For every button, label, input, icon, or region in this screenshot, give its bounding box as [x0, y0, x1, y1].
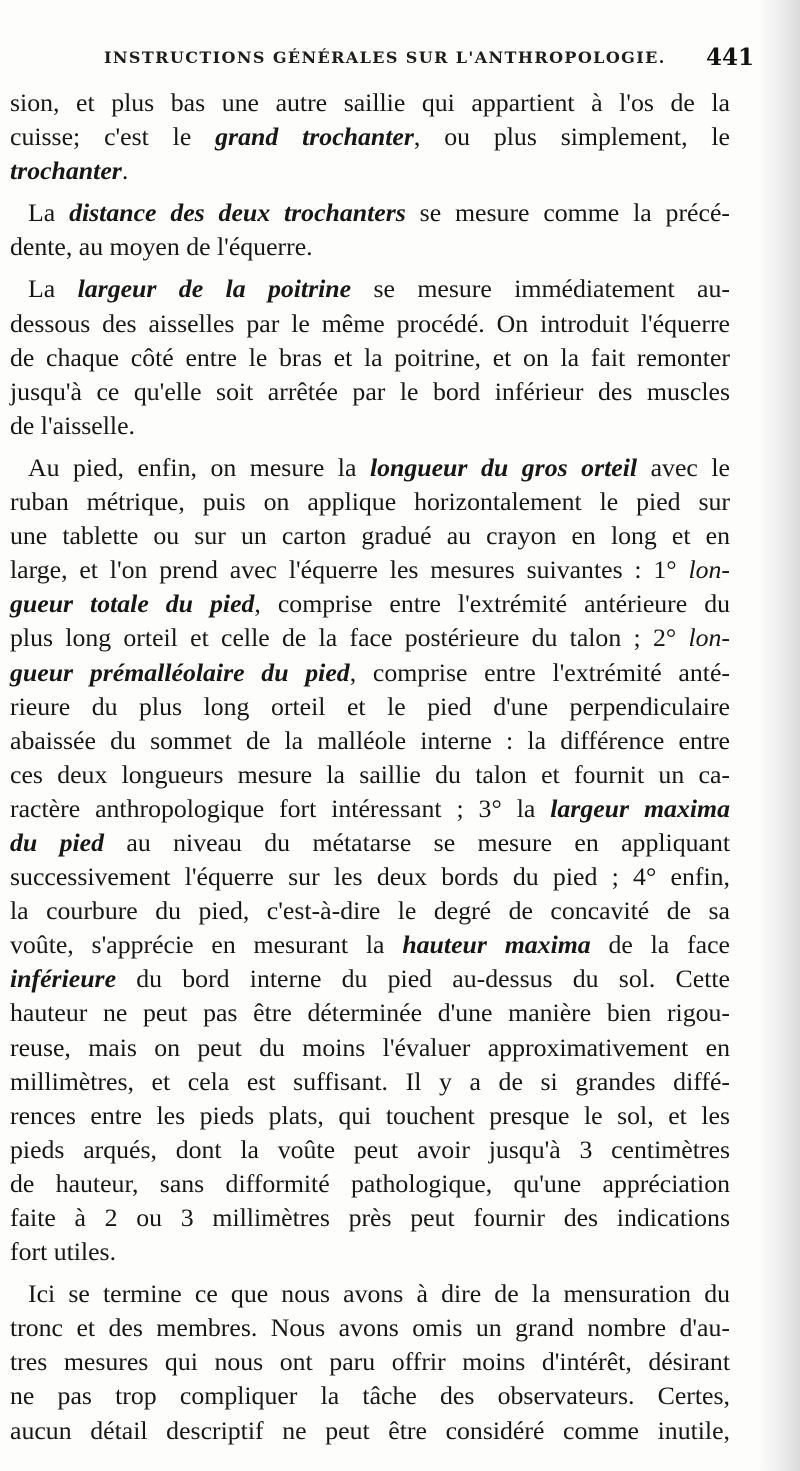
- text-line: [10, 375, 730, 409]
- page-number: 441: [705, 44, 754, 71]
- emphasized-term: distance des deux trochanters: [69, 198, 406, 228]
- text-run: fort utiles.: [10, 1237, 117, 1267]
- text-run: millimètres, et cela est suffisant. Il y a de si grandes diffé-: [10, 1066, 730, 1096]
- text-line: [10, 587, 730, 621]
- emphasized-term: largeur maxima: [550, 793, 730, 823]
- text-line: [10, 1414, 730, 1448]
- text-run: La: [28, 198, 70, 228]
- text-run: dessous des aisselles par le même procédé. On introduit l'équerre: [10, 308, 730, 338]
- text-run: de hauteur, sans difformité pathologique, qu'une appréciation: [10, 1168, 730, 1198]
- emphasized-term: du pied: [10, 827, 105, 857]
- paragraph-gap: [10, 1269, 730, 1277]
- emphasized-term: gueur prémalléolaire du pied: [10, 657, 350, 687]
- text-line: [10, 120, 730, 154]
- text-run: dente, au moyen de l'équerre.: [10, 232, 313, 262]
- text-run: ces deux longueurs mesure la saillie du talon et fournit un ca-: [10, 759, 730, 789]
- text-run: se mesure immédiatement au-: [351, 274, 730, 304]
- text-run: de chaque côté entre le bras et la poitrine, et on la fait remonter: [10, 342, 730, 372]
- emphasized-term: inférieure: [10, 964, 117, 994]
- text-run: , ou plus simplement, le: [413, 122, 731, 152]
- text-run: se mesure comme la précé-: [405, 198, 730, 228]
- text-line: [10, 1065, 730, 1099]
- emphasized-term: lon-: [688, 623, 730, 653]
- text-run: large, et l'on prend avec l'équerre les mesures suivantes : 1°: [10, 555, 689, 585]
- paragraph-gap: [10, 264, 730, 272]
- text-run: , comprise entre l'extrémité antérieure du: [254, 589, 730, 619]
- text-line: [10, 1099, 730, 1133]
- text-line: [10, 1167, 730, 1201]
- text-line: [10, 485, 730, 519]
- text-line: [10, 409, 730, 443]
- text-run: Ici se termine ce que nous avons à dire de la mensuration du: [28, 1279, 730, 1309]
- text-line: [10, 928, 730, 962]
- text-run: jusqu'à ce qu'elle soit arrêtée par le bord inférieur des muscles: [10, 376, 730, 406]
- emphasized-term: lon-: [688, 555, 730, 585]
- text-line: [10, 1379, 730, 1413]
- text-line: [10, 1235, 730, 1269]
- text-line: [10, 962, 730, 996]
- text-line: [10, 826, 730, 860]
- text-run: rences entre les pieds plats, qui touchent presque le sol, et les: [10, 1100, 730, 1130]
- text-run: tronc et des membres. Nous avons omis un grand nombre d'au-: [10, 1313, 730, 1343]
- text-run: abaissée du sommet de la malléole interne : la différence entre: [10, 725, 730, 755]
- text-line: [10, 307, 730, 341]
- page-gutter-shadow: [758, 0, 800, 1471]
- text-run: faite à 2 ou 3 millimètres près peut fournir des indications: [10, 1203, 730, 1232]
- emphasized-term: trochanter: [10, 156, 122, 186]
- text-run: reuse, mais on peut du moins l'évaluer approximativement en: [10, 1032, 730, 1062]
- text-line: [10, 1277, 730, 1311]
- text-run: cuisse; c'est le: [10, 122, 216, 152]
- text-line: [10, 519, 730, 553]
- text-line: [10, 758, 730, 792]
- text-line: [10, 860, 730, 894]
- text-run: La: [28, 274, 78, 304]
- text-run: une tablette ou sur un carton gradué au crayon en long et en: [10, 521, 730, 551]
- text-run: Au pied, enfin, on mesure la: [28, 452, 370, 482]
- text-run: successivement l'équerre sur les deux bords du pied ; 4° enfin,: [10, 862, 730, 892]
- text-run: plus long orteil et celle de la face postérieure du talon ; 2°: [10, 623, 689, 653]
- text-line: [10, 656, 730, 690]
- text-line: [10, 341, 730, 375]
- text-line: [10, 451, 730, 485]
- text-run: ne pas trop compliquer la tâche des observateurs. Certes,: [10, 1381, 730, 1411]
- text-run: pieds arqués, dont la voûte peut avoir jusqu'à 3 centimètres: [10, 1134, 730, 1164]
- text-run: tres mesures qui nous ont paru offrir moins d'intérêt, désirant: [10, 1347, 730, 1377]
- text-line: [10, 196, 730, 230]
- text-run: .: [121, 156, 129, 186]
- text-run: rieure du plus long orteil et le pied d'une perpendiculaire: [10, 691, 730, 721]
- emphasized-term: longueur du gros orteil: [369, 452, 638, 482]
- text-line: [10, 1345, 730, 1379]
- emphasized-term: hauteur maxima: [402, 930, 591, 960]
- text-line: [10, 792, 730, 826]
- body-text: [10, 86, 730, 1448]
- emphasized-term: gueur totale du pied: [10, 589, 255, 619]
- text-line: [10, 1133, 730, 1167]
- text-run: de la face: [590, 930, 730, 960]
- text-line: [10, 553, 730, 587]
- text-run: ruban métrique, puis on applique horizontalement le pied sur: [10, 487, 730, 517]
- text-run: de l'aisselle.: [10, 410, 135, 440]
- text-run: la courbure du pied, c'est-à-dire le degré de concavité de sa: [10, 896, 730, 926]
- paragraph-gap: [10, 188, 730, 196]
- running-head: INSTRUCTIONS GÉNÉRALES SUR L'ANTHROPOLOGIE.: [104, 48, 666, 67]
- text-run: ractère anthropologique fort intéressant ; 3° la: [10, 793, 551, 823]
- text-line: [10, 230, 730, 264]
- emphasized-term: grand trochanter: [215, 122, 414, 152]
- text-line: [10, 1311, 730, 1345]
- text-line: [10, 1201, 730, 1235]
- text-run: sion, et plus bas une autre saillie qui appartient à l'os de la: [10, 88, 730, 117]
- text-line: [10, 690, 730, 724]
- text-run: voûte, s'apprécie en mesurant la: [10, 930, 403, 960]
- text-line: [10, 272, 730, 306]
- text-line: [10, 996, 730, 1030]
- text-run: aucun détail descriptif ne peut être considéré comme inutile,: [10, 1415, 730, 1445]
- text-line: [10, 1031, 730, 1065]
- text-line: [10, 724, 730, 758]
- emphasized-term: largeur de la poitrine: [77, 274, 352, 304]
- text-run: au niveau du métatarse se mesure en appliquant: [104, 827, 731, 857]
- text-run: du bord interne du pied au-dessus du sol. Cette: [116, 964, 730, 994]
- text-run: , comprise entre l'extrémité anté-: [349, 657, 730, 687]
- text-line: [10, 154, 730, 188]
- text-run: avec le: [637, 452, 730, 482]
- text-run: hauteur ne peut pas être déterminée d'une manière bien rigou-: [10, 998, 730, 1028]
- text-line: [10, 86, 730, 120]
- text-line: [10, 894, 730, 928]
- paragraph-gap: [10, 443, 730, 451]
- text-line: [10, 621, 730, 655]
